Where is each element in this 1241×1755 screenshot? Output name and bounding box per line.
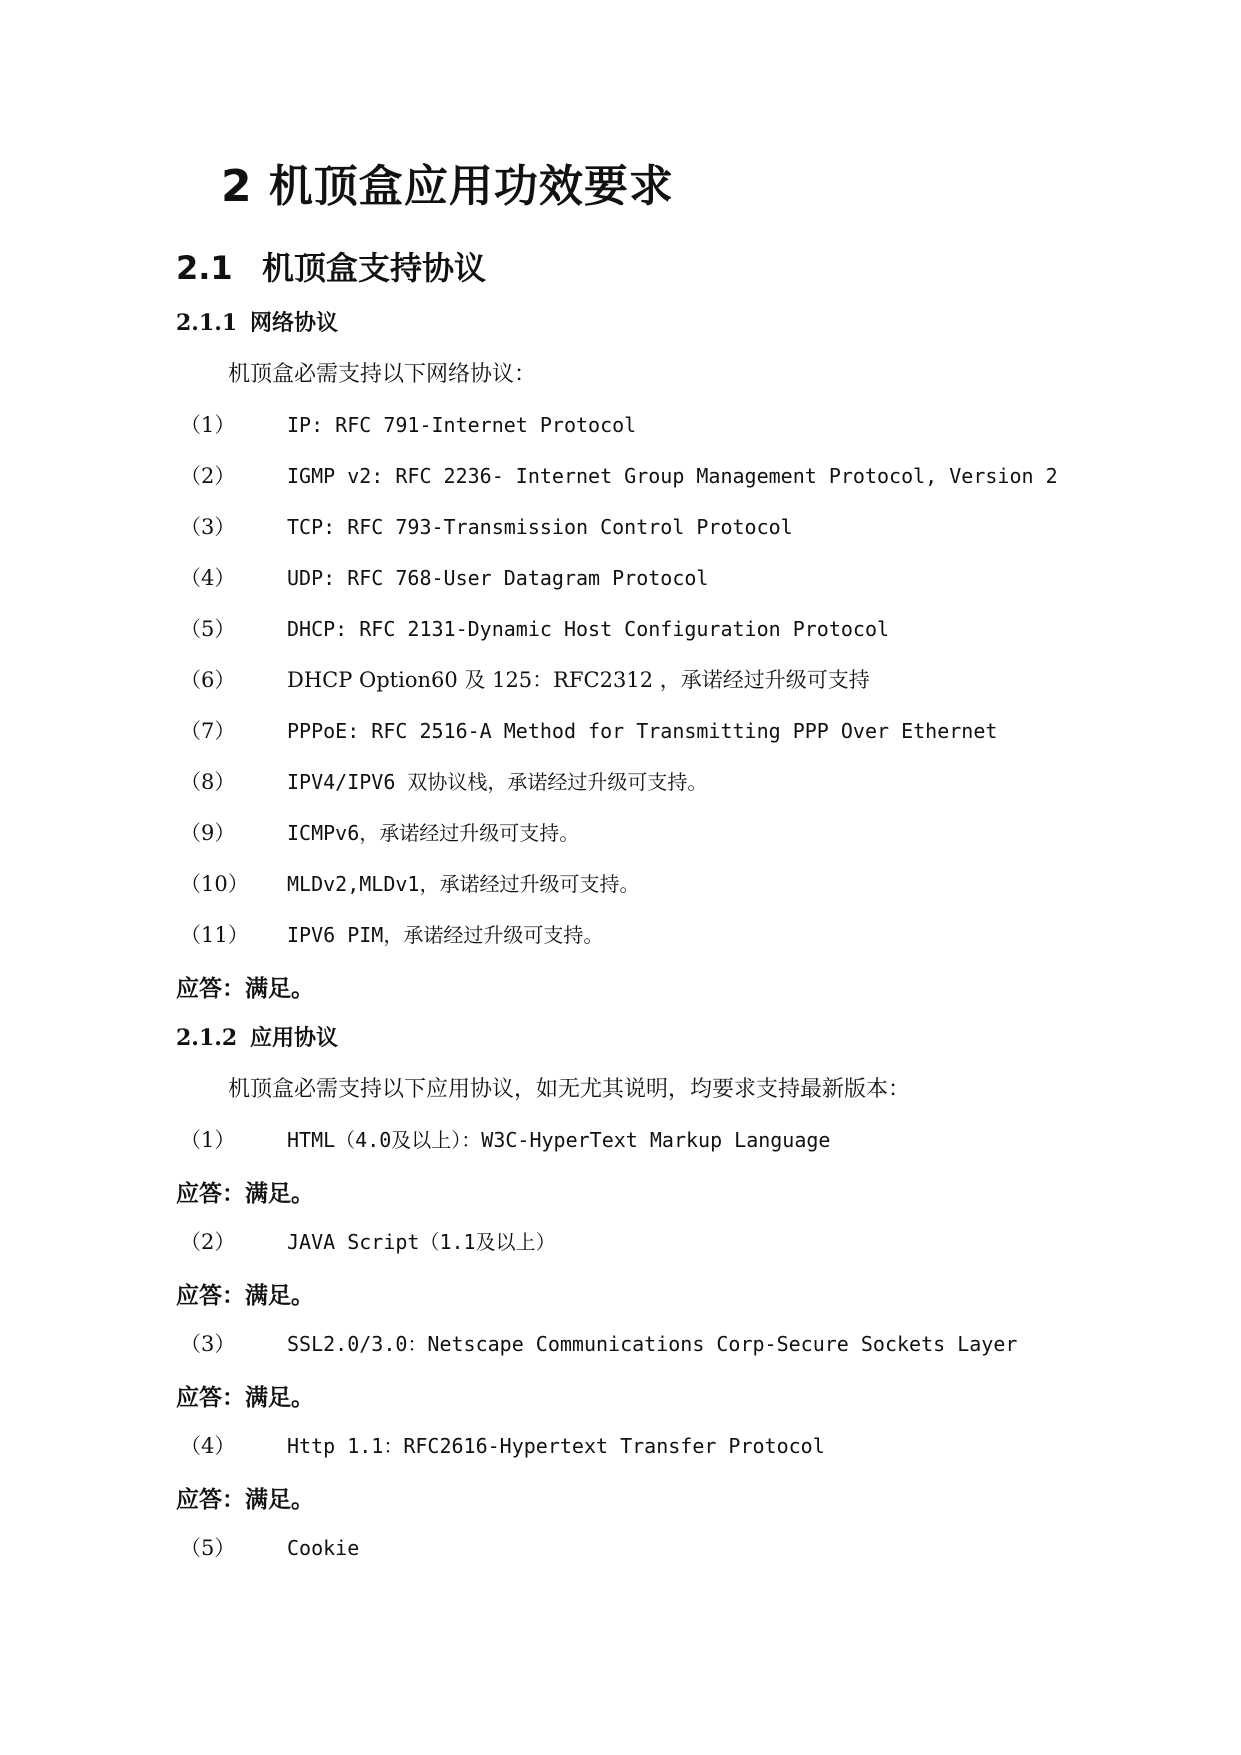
- answer-line: 应答：满足。: [176, 1486, 314, 1513]
- list-item: [180, 1226, 556, 1256]
- intro-paragraph: 机顶盒必需支持以下应用协议，如无尤其说明，均要求支持最新版本：: [228, 1077, 911, 1102]
- answer-line: 应答：满足。: [176, 1384, 314, 1411]
- list-item-text: MLDv2,MLDv1，承诺经过升级可支持。: [287, 872, 640, 896]
- subsection-heading: [176, 1021, 338, 1052]
- list-item-text: Http 1.1：RFC2616-Hypertext Transfer Protocol: [287, 1434, 825, 1458]
- list-item-text: ICMPv6，承诺经过升级可支持。: [287, 821, 580, 845]
- section-number: 2.1: [176, 249, 233, 287]
- list-item-text: DHCP Option60 及 125：RFC2312 ，承诺经过升级可支持: [287, 668, 870, 692]
- list-item-text: IGMP v2: RFC 2236- Internet Group Management Protocol, Version 2: [287, 464, 1058, 488]
- list-item-index: （3）: [180, 1332, 236, 1356]
- list-item: [180, 766, 707, 796]
- list-item-text: Cookie: [287, 1536, 360, 1560]
- list-item-text: PPPoE: RFC 2516-A Method for Transmitting PPP Over Ethernet: [287, 719, 998, 743]
- subsection-heading: [176, 306, 338, 337]
- answer-line: 应答：满足。: [176, 975, 314, 1002]
- list-item: [180, 460, 1058, 490]
- list-item-text: HTML（4.0及以上）：W3C-HyperText Markup Language: [287, 1128, 831, 1152]
- list-item: [180, 919, 603, 949]
- subsection-number: 2.1.1: [176, 310, 238, 336]
- answer-line: 应答：满足。: [176, 1282, 314, 1309]
- list-item: [180, 817, 579, 847]
- subsection-title: 网络协议: [250, 310, 339, 336]
- list-item: [180, 1328, 1017, 1358]
- list-item: [180, 511, 793, 541]
- list-item-index: （10）: [180, 872, 249, 896]
- list-item-text: DHCP: RFC 2131-Dynamic Host Configuration Protocol: [287, 617, 890, 641]
- list-item: [180, 715, 997, 745]
- list-item-index: （11）: [180, 923, 249, 947]
- list-item-text: TCP: RFC 793-Transmission Control Protocol: [287, 515, 793, 539]
- list-item: [180, 868, 639, 898]
- list-item: [180, 1430, 825, 1460]
- section-heading: [176, 243, 486, 289]
- list-item-index: （8）: [180, 770, 236, 794]
- list-item-text: IPV4/IPV6 双协议栈，承诺经过升级可支持。: [287, 770, 708, 794]
- intro-paragraph: 机顶盒必需支持以下网络协议：: [228, 362, 537, 387]
- list-item-index: （5）: [180, 617, 236, 641]
- list-item: [180, 1124, 830, 1154]
- list-item-index: （6）: [180, 668, 236, 692]
- list-item-index: （9）: [180, 821, 236, 845]
- list-item-index: （4）: [180, 566, 236, 590]
- list-item-index: （2）: [180, 1230, 236, 1254]
- list-item: [180, 664, 870, 694]
- list-item-text: UDP: RFC 768-User Datagram Protocol: [287, 566, 709, 590]
- list-item-index: （3）: [180, 515, 236, 539]
- list-item-index: （2）: [180, 464, 236, 488]
- list-item-text: IPV6 PIM，承诺经过升级可支持。: [287, 923, 604, 947]
- list-item: [180, 1532, 359, 1562]
- list-item: [180, 409, 636, 439]
- answer-line: 应答：满足。: [176, 1180, 314, 1207]
- subsection-title: 应用协议: [250, 1025, 339, 1051]
- list-item-index: （5）: [180, 1536, 236, 1560]
- list-item-index: （4）: [180, 1434, 236, 1458]
- list-item: [180, 562, 708, 592]
- list-item-text: JAVA Script（1.1及以上）: [287, 1230, 556, 1254]
- list-item-index: （7）: [180, 719, 236, 743]
- chapter-title: 2 机顶盒应用功效要求: [221, 161, 674, 212]
- list-item: [180, 613, 889, 643]
- subsection-number: 2.1.2: [176, 1025, 238, 1051]
- list-item-index: （1）: [180, 413, 236, 437]
- list-item-text: SSL2.0/3.0：Netscape Communications Corp-Secure Sockets Layer: [287, 1332, 1018, 1356]
- list-item-text: IP: RFC 791-Internet Protocol: [287, 413, 637, 437]
- section-title: 机顶盒支持协议: [262, 249, 487, 287]
- list-item-index: （1）: [180, 1128, 236, 1152]
